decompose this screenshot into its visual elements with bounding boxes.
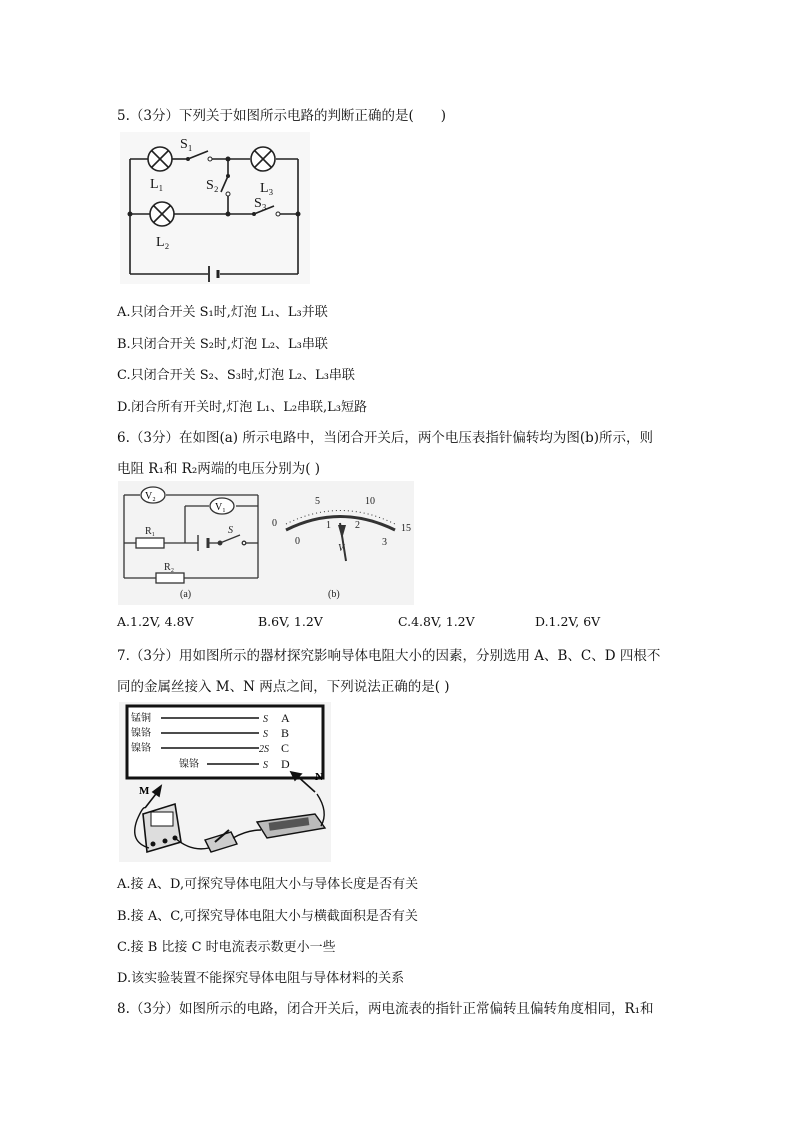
q6-option-d: D.1.2V, 6V (535, 614, 601, 629)
voltmeter-v1-icon (210, 498, 234, 514)
q5-option-b: B.只闭合开关 S₂时,灯泡 L₂、L₃串联 (117, 337, 328, 352)
q8-stem-line1: 8.（3分）如图所示的电路，闭合开关后，两电流表的指针正常偏转且偏转角度相同，R₁和 (117, 1001, 654, 1017)
label-l1: L₁ (150, 177, 164, 192)
voltmeter-v2-icon (141, 487, 165, 503)
label-l2: L₂ (156, 235, 170, 250)
q5-option-a: A.只闭合开关 S₁时,灯泡 L₁、L₃并联 (117, 305, 328, 320)
tick-bottom-0: 0 (295, 536, 300, 547)
q5-option-d: D.闭合所有开关时,灯泡 L₁、L₂串联,L₃短路 (117, 400, 368, 415)
label-unit: V (338, 543, 345, 554)
wire-d-name: D (281, 757, 290, 771)
q7-stem-line1: 7.（3分）用如图所示的器材探究影响导体电阻大小的因素，分别选用 A、B、C、D 四根不 (117, 648, 661, 664)
label-v1: V₁ (215, 502, 226, 513)
lamp-l3-icon (251, 147, 275, 171)
q6-stem-line2: 电阻 R₁和 R₂两端的电压分别为( ) (117, 461, 321, 477)
label-v2: V₂ (145, 491, 156, 502)
label-r1: R₁ (145, 526, 156, 537)
wire-a-area: S (263, 714, 268, 725)
q6-option-b: B.6V, 1.2V (258, 614, 323, 629)
q7-option-a: A.接 A、D,可探究导体电阻大小与导体长度是否有关 (117, 877, 419, 892)
label-s1: S₁ (180, 137, 193, 152)
lamp-l2-icon (150, 202, 174, 226)
label-n: N (315, 771, 323, 783)
label-l3: L₃ (260, 181, 274, 196)
label-s3: S₃ (254, 196, 267, 211)
wire-a-material: 锰铜 (131, 713, 151, 724)
tick-bottom-1: 1 (326, 520, 331, 531)
q6-figure (118, 481, 414, 605)
q7-option-b: B.接 A、C,可探究导体电阻大小与横截面积是否有关 (117, 909, 418, 924)
q6-option-c: C.4.8V, 1.2V (398, 614, 475, 629)
label-s2: S₂ (206, 178, 219, 193)
label-m: M (139, 785, 150, 797)
wire-board (127, 706, 323, 778)
label-r2: R₂ (164, 562, 175, 573)
label-b: (b) (328, 589, 340, 600)
q7-apparatus-figure (119, 702, 331, 862)
wire-b-name: B (281, 726, 290, 740)
tick-bottom-2: 2 (355, 520, 360, 531)
tick-top-0: 0 (272, 518, 277, 529)
wire-a-name: A (281, 711, 290, 725)
q5-stem: 5.（3分）下列关于如图所示电路的判断正确的是( ) (117, 108, 447, 124)
tick-top-5: 5 (315, 496, 320, 507)
wire-b-material: 镍铬 (131, 728, 151, 739)
wire-c-material: 镍铬 (131, 743, 151, 754)
lamp-l1-icon (148, 147, 172, 171)
label-a: (a) (180, 589, 192, 600)
q5-circuit-diagram (120, 132, 310, 284)
q7-option-d: D.该实验装置不能探究导体电阻与导体材料的关系 (117, 971, 405, 986)
tick-top-15: 15 (401, 523, 411, 534)
tick-bottom-3: 3 (382, 537, 387, 548)
wire-c-name: C (281, 741, 290, 755)
resistor-r1-icon (136, 538, 164, 548)
tick-top-10: 10 (365, 496, 375, 507)
q7-stem-line2: 同的金属丝接入 M、N 两点之间，下列说法正确的是( ) (117, 679, 450, 695)
wire-b-area: S (263, 729, 268, 740)
q6-stem-line1: 6.（3分）在如图(a) 所示电路中，当闭合开关后，两个电压表指针偏转均为图(b)所示，则 (117, 430, 654, 446)
q6-option-a: A.1.2V, 4.8V (117, 614, 194, 629)
wire-d-material: 镍铬 (179, 759, 199, 770)
wire-d-area: S (263, 760, 268, 771)
resistor-r2-icon (156, 573, 184, 583)
wire-c-area: 2S (259, 744, 269, 755)
q5-option-c: C.只闭合开关 S₂、S₃时,灯泡 L₂、L₃串联 (117, 368, 355, 383)
label-s: S (228, 525, 233, 536)
q7-option-c: C.接 B 比接 C 时电流表示数更小一些 (117, 940, 336, 955)
